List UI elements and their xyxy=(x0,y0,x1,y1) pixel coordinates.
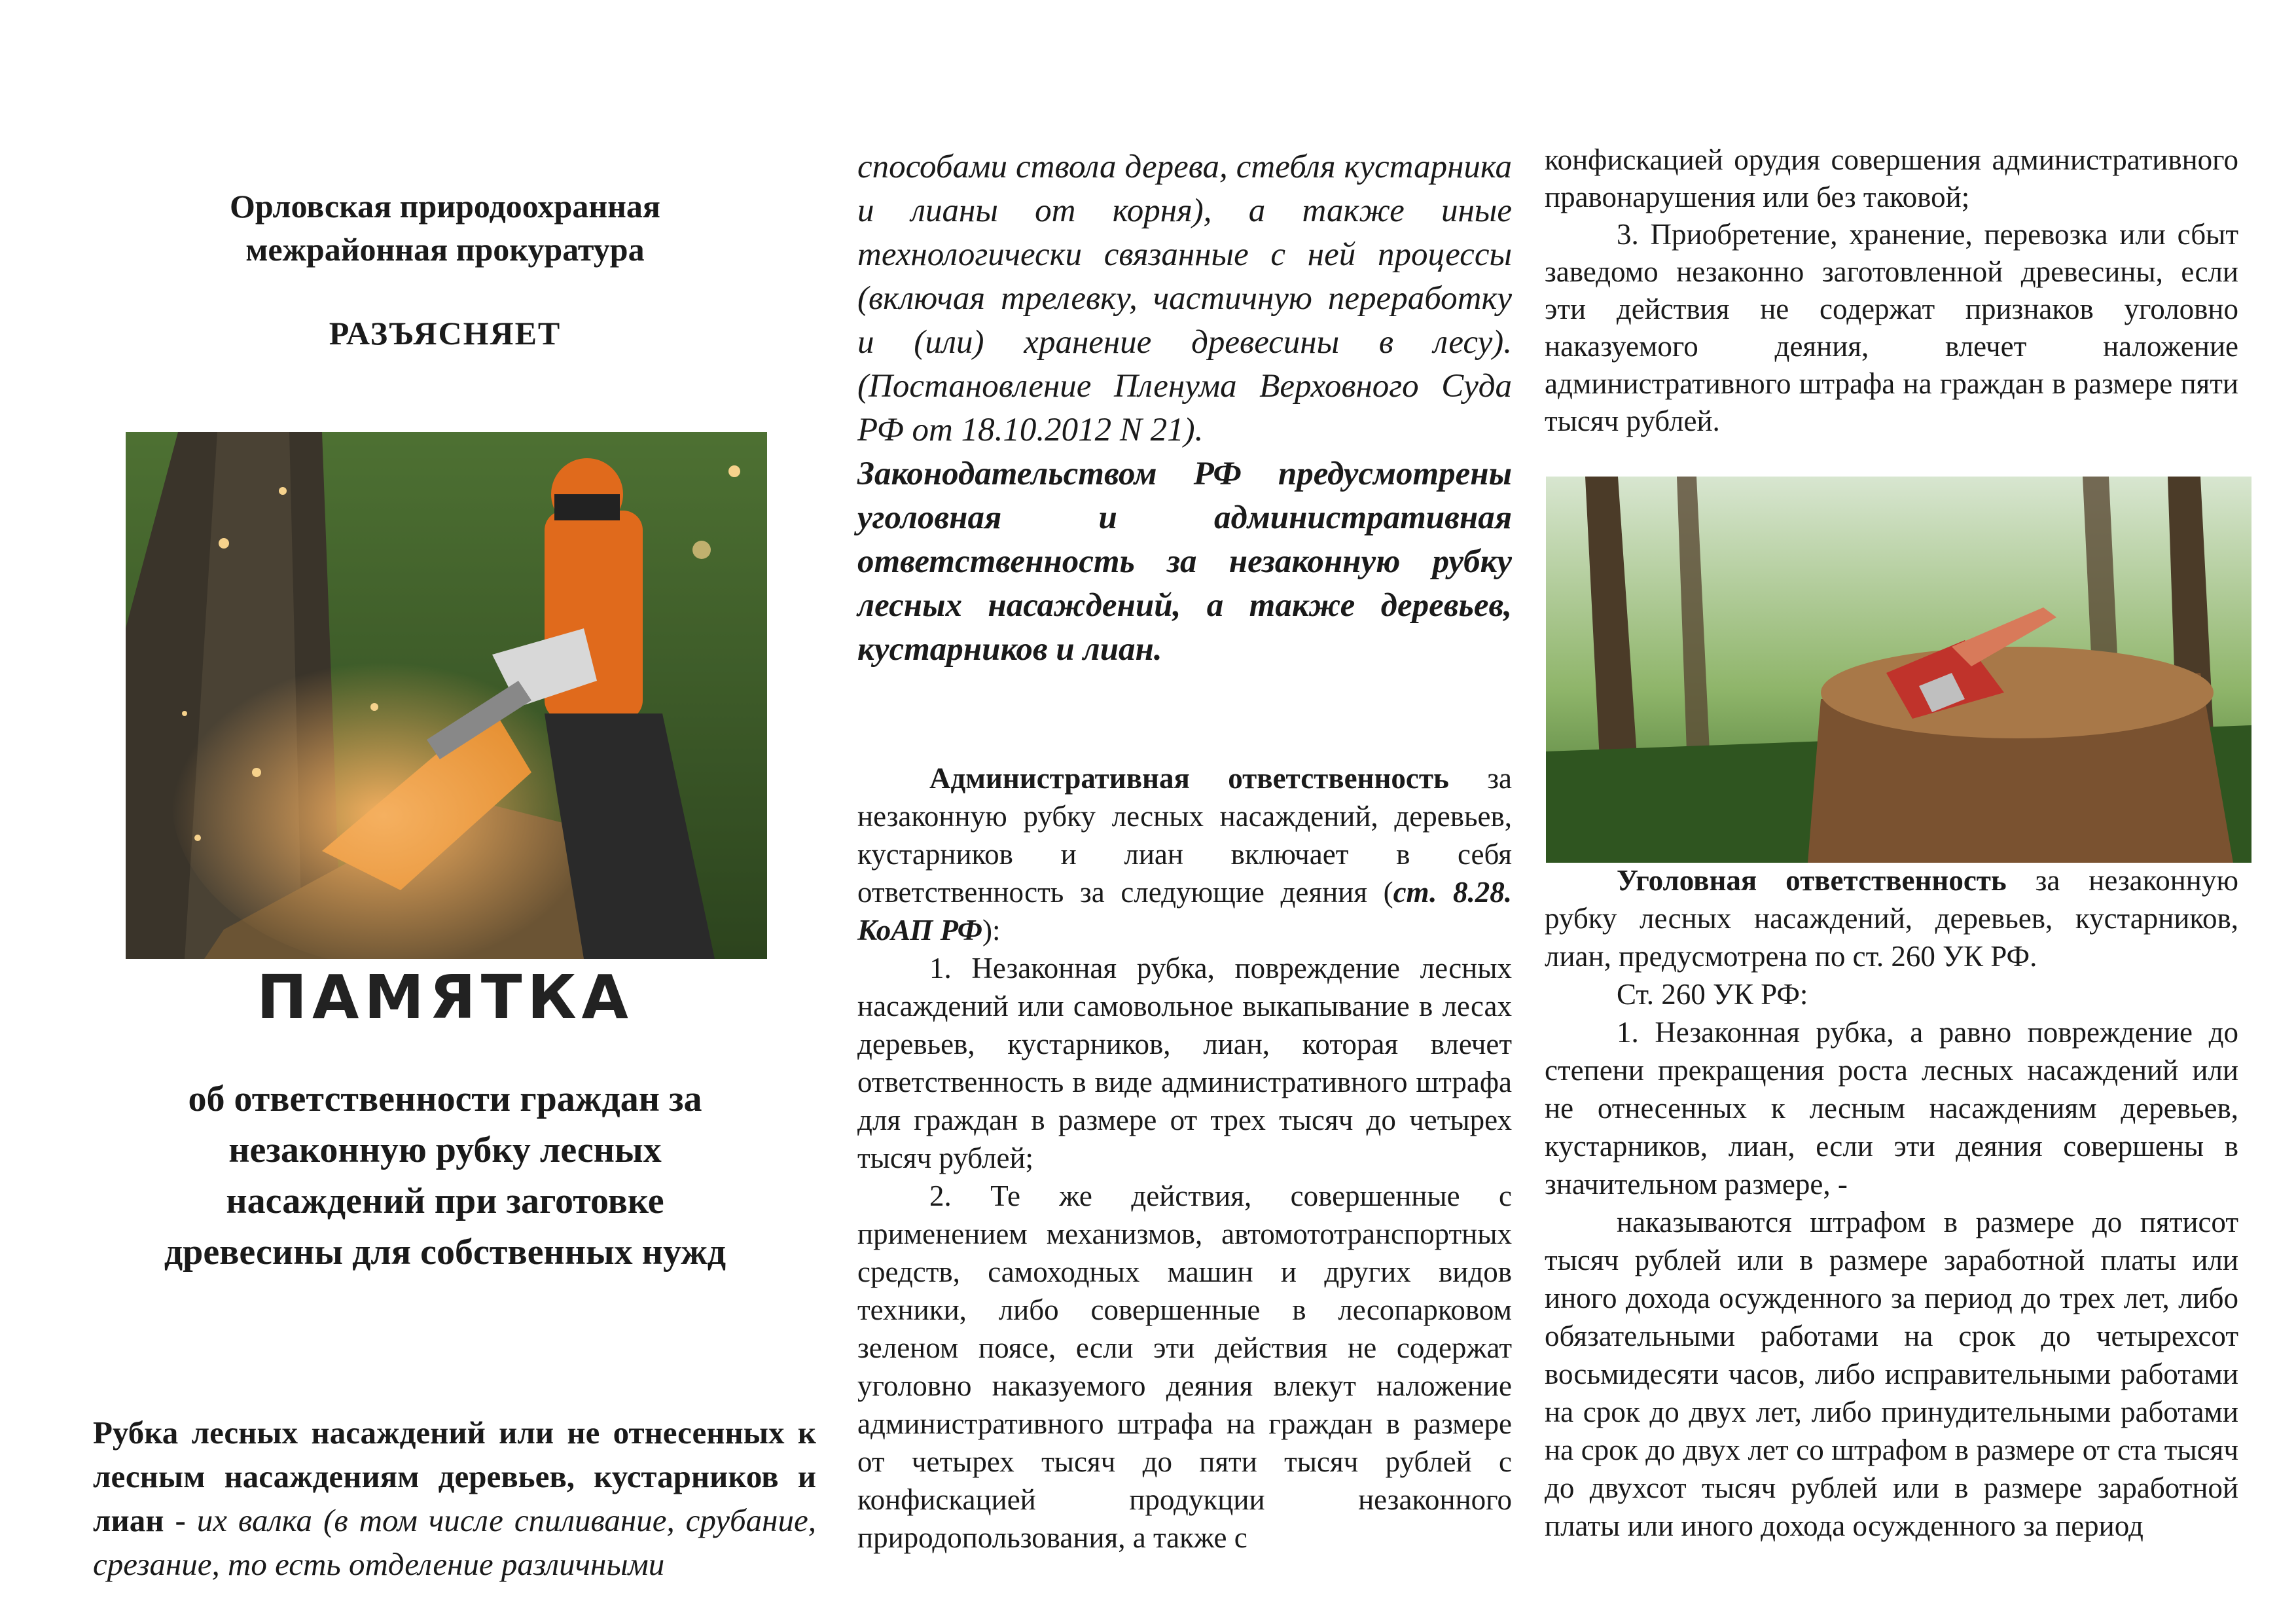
subtitle-line-1: об ответственности граждан за xyxy=(188,1079,702,1119)
administrative-section xyxy=(857,759,1512,1557)
article-title: Ст. 260 УК РФ: xyxy=(1617,978,1808,1011)
criminal-section xyxy=(1545,861,2238,1545)
subtitle-line-2: незаконную рубку лесных xyxy=(228,1130,662,1170)
criminal-text: за незаконную рубку лесных насаждений, деревьев, кустарников, лиан, предусмотрена по ст. 260 УК РФ. xyxy=(1545,864,2238,973)
punishment-text: наказываются штрафом в размере до пятисот тысяч рублей или в размере заработной платы или иного дохода осужденного за период до трех лет, либо обязательными работами на срок до четырехсот восьмидесяти часов, либо исправительными работами на срок до двух лет, либо принудительными работами на срок до двух лет со штрафом в размере от ста тысяч до двухсот тысяч рублей или в размере заработной платы или иного дохода осужденного за период xyxy=(1545,1206,2238,1542)
definition-block xyxy=(93,1411,816,1586)
explains-heading: РАЗЪЯСНЯЕТ xyxy=(329,315,562,352)
article-item-1: 1. Незаконная рубка, а равно повреждение до степени прекращения роста лесных насаждений или не отнесенных к лесным насаждениям деревьев, кустарников, лиан, если эти деяния совершены в значительном размере, - xyxy=(1545,1016,2238,1200)
column-middle xyxy=(857,0,1512,1624)
admin-item-3: 3. Приобретение, хранение, перевозка или сбыт заведомо незаконно заготовленной древесины, если эти действия не содержат признаков уголовно наказуемого деяния, влечет наложение административного штрафа на граждан в размере пяти тысяч рублей. xyxy=(1545,218,2238,437)
admin-text: за незаконную рубку лесных насаждений, деревьев, кустарников и лиан включает в себя ответственность за следующие деяния ( xyxy=(857,762,1512,909)
admin-item-1: 1. Незаконная рубка, повреждение лесных насаждений или самовольное выкапывание в лесах деревьев, кустарников, лиан, которая влечет ответственность в виде административного штрафа для граждан в размере от трех тысяч до четырех тысяч рублей; xyxy=(857,952,1512,1174)
organization-name xyxy=(85,185,805,271)
column-right xyxy=(1545,0,2238,1624)
admin-ref: ст. 8.28. КоАП РФ xyxy=(857,876,1512,947)
memo-title: ПАМЯТКА xyxy=(257,962,634,1032)
admin-continuation xyxy=(1545,141,2238,440)
definition-continuation-text: способами ствола дерева, стебля кустарника и лианы от корня), а также иные технологически связанные с ней процессы (включая трелевку, частичную переработку и (или) хранение древесины в лесу). (Постановление Пленума Верховного Суда РФ от 18.10.2012 N 21). xyxy=(857,149,1512,448)
definition-bold: Рубка лесных насаждений или не отнесенных к лесным насаждениям деревьев, кустарников и лиан - xyxy=(93,1415,816,1538)
definition-continuation xyxy=(857,145,1512,672)
org-line-1: Орловская природоохранная xyxy=(230,188,660,225)
chainsaw-worker-illustration xyxy=(126,432,767,959)
admin-text-end: ): xyxy=(982,914,1001,947)
axe-in-stump-photo xyxy=(1546,477,2251,863)
definition-italic: их валка (в том числе спиливание, срубание, срезание, то есть отделение различными xyxy=(93,1502,816,1582)
column-left xyxy=(85,0,825,1624)
criminal-paragraph xyxy=(1545,861,2238,975)
subtitle-line-4: древесины для собственных нужд xyxy=(164,1232,726,1272)
org-line-2: межрайонная прокуратура xyxy=(245,231,645,268)
chainsaw-worker-photo xyxy=(126,432,767,959)
admin-paragraph xyxy=(857,759,1512,949)
admin-item-2-end: конфискацией орудия совершения административного правонарушения или без таковой; xyxy=(1545,143,2238,213)
memo-subtitle xyxy=(85,1074,805,1278)
admin-item-2: 2. Те же действия, совершенные с применением механизмов, автомототранспортных средств, самоходных машин и других видов техники, либо совершенные в лесопарковом зеленом поясе, если эти действия не содержат уголовно наказуемого деяния влекут наложение административного штрафа на граждан в размере от четырех тысяч до пяти тысяч рублей с конфискацией продукции незаконного природопользования, а также с xyxy=(857,1180,1512,1554)
axe-stump-illustration xyxy=(1546,477,2251,863)
subtitle-line-3: насаждений при заготовке xyxy=(226,1181,664,1221)
criminal-heading: Уголовная ответственность xyxy=(1617,864,2007,897)
definition-paragraph xyxy=(93,1411,816,1586)
law-statement: Законодательством РФ предусмотрены уголовная и административная ответственность за незаконную рубку лесных насаждений, а также деревьев, кустарников и лиан. xyxy=(857,456,1512,668)
admin-heading: Административная ответственность xyxy=(929,762,1449,795)
